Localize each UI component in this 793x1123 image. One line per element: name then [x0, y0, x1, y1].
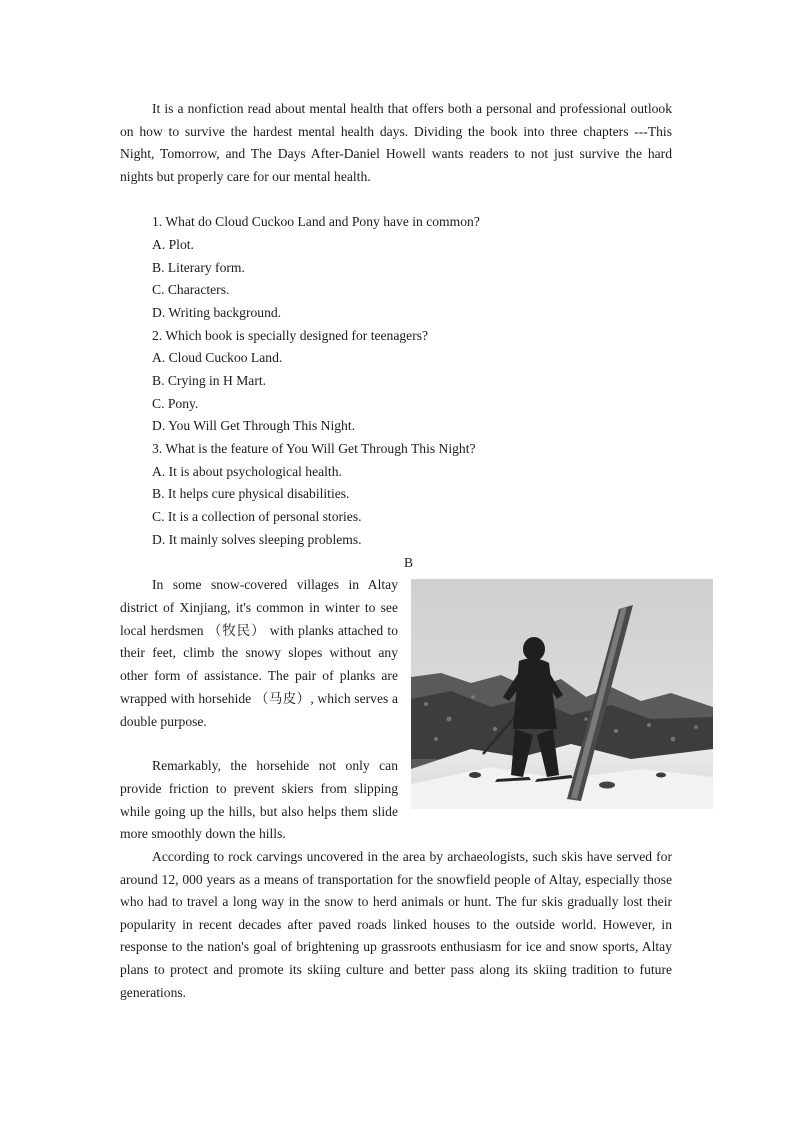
question-2-option-b: B. Crying in H Mart.	[152, 373, 267, 388]
question-3-stem: 3. What is the feature of You Will Get Through This Night?	[152, 441, 476, 456]
section-b-heading: B	[404, 555, 414, 570]
herdsman-skiing-photo	[411, 579, 713, 809]
section-b-paragraph-1: In some snow-covered villages in Altay district of Xinjiang, it's common in winter to see local herdsmen （牧民） with planks attached to their feet, climb the snowy slopes without any other form of assistance. The pair of planks are wrapped with horsehide （马皮）, which serves a double purpose.	[120, 577, 398, 729]
question-1-option-c: C. Characters.	[152, 282, 230, 297]
question-2-option-c: C. Pony.	[152, 396, 199, 411]
question-2-option-d: D. You Will Get Through This Night.	[152, 418, 356, 433]
question-3-option-a: A. It is about psychological health.	[152, 464, 342, 479]
question-1-option-a: A. Plot.	[152, 237, 194, 252]
section-b-paragraph-3: According to rock carvings uncovered in the area by archaeologists, such skis have served for around 12, 000 years as a means of transportation for the snowfield people of Altay, especially those who had to travel a long way in the snow to herd animals or hunt. The fur skis gradually lost their popularity in recent decades after paved roads linked houses to the outside world. However, in response to the nation's goal of brightening up grassroots enthusiasm for ice and snow sports, Altay plans to protect and promote its skiing culture and better pass along its skiing tradition to future generations.	[120, 849, 672, 1000]
intro-paragraph: It is a nonfiction read about mental health that offers both a personal and professional outlook on how to survive the hardest mental health days. Dividing the book into three chapters ---This Night, Tomorrow, and The Days After-Daniel Howell wants readers to not just survive the hard nights but properly care for our mental health.	[120, 101, 672, 184]
question-3-option-b: B. It helps cure physical disabilities.	[152, 486, 350, 501]
question-1-option-d: D. Writing background.	[152, 305, 282, 320]
section-b-paragraph-2: Remarkably, the horsehide not only can provide friction to prevent skiers from slipping while going up the hills, but also helps them slide more smoothly down the hills.	[120, 758, 398, 842]
question-3-option-c: C. It is a collection of personal stories.	[152, 509, 362, 524]
question-3-option-d: D. It mainly solves sleeping problems.	[152, 532, 362, 547]
question-1-stem: 1. What do Cloud Cuckoo Land and Pony have in common?	[152, 214, 480, 229]
photo-illustration	[411, 579, 713, 809]
question-2-option-a: A. Cloud Cuckoo Land.	[152, 350, 283, 365]
question-1-option-b: B. Literary form.	[152, 260, 245, 275]
question-2-stem: 2. Which book is specially designed for teenagers?	[152, 328, 429, 343]
